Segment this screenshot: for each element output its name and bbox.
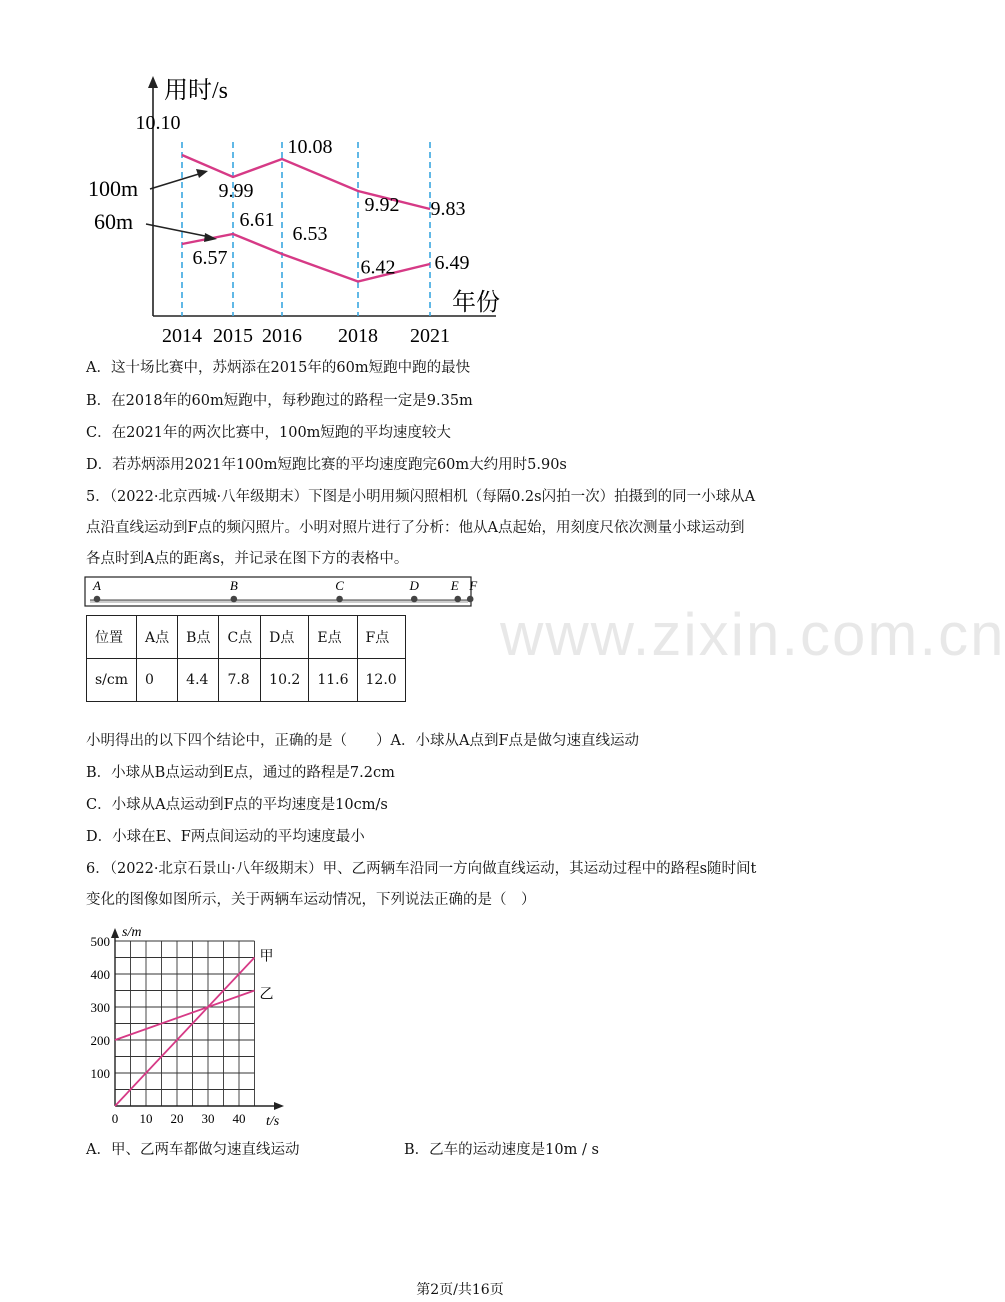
x-tick-label: 20 (170, 1111, 184, 1126)
y-axis-arrow (111, 928, 119, 938)
series-60m-pointer (146, 224, 210, 237)
y-axis-label: s/m (122, 925, 142, 940)
x-tick-label: 0 (111, 1111, 119, 1126)
data-label: 6.42 (360, 256, 396, 279)
q5-stem-line3: 各点时到A点的距离s，并记录在图下方的表格中。 (86, 551, 409, 567)
q5-option-b: B．小球从B点运动到E点，通过的路程是7.2cm (86, 765, 395, 781)
table-cell: 12.0 (357, 659, 405, 702)
data-label: 10.10 (135, 112, 181, 134)
table-cell: 10.2 (261, 659, 309, 702)
distance-time-chart (80, 920, 300, 1132)
ball-D (411, 596, 418, 603)
q4-option-a: A．这十场比赛中，苏炳添在2015年的60m短跑中跑的最快 (86, 360, 471, 376)
table-cell: 11.6 (309, 659, 357, 702)
x-axis-arrow (274, 1102, 284, 1110)
x-tick-label: 40 (232, 1111, 246, 1126)
race-series (136, 112, 470, 282)
ball-F (467, 596, 474, 603)
q5-stem-line2: 点沿直线运动到F点的频闪照片。小明对照片进行了分析：他从A点起始，用刻度尺依次测量小球运动到 (86, 520, 745, 536)
x-axis-label: t/s (266, 1114, 280, 1129)
vehicle-series (115, 949, 274, 1107)
table-cell: 7.8 (219, 659, 261, 702)
series-100m-arrowhead (196, 169, 208, 178)
point-label-D: D (409, 578, 419, 593)
q5-option-c: C．小球从A点运动到F点的平均速度是10cm/s (86, 797, 388, 813)
series-label-60m: 60m (94, 209, 134, 234)
table-cell: s/cm (87, 659, 137, 702)
y-tick-label: 500 (90, 934, 110, 949)
ball-E (454, 596, 461, 603)
table-cell: A点 (137, 616, 178, 659)
data-label: 6.57 (192, 247, 228, 269)
q5-stem-line1: 5．（2022·北京西城·八年级期末）下图是小明用频闪照相机（每隔0.2s闪拍一次）拍摄到的同一小球从A (86, 489, 756, 505)
point-label-F: F (469, 578, 478, 593)
ball-A (94, 596, 101, 603)
q5-option-d: D．小球在E、F两点间运动的平均速度最小 (86, 829, 365, 845)
table-cell: B点 (178, 616, 219, 659)
data-label: 6.49 (434, 252, 470, 274)
y-tick-label: 300 (90, 1000, 110, 1015)
year-tick-label: 2014 (162, 325, 202, 347)
q4-option-c: C．在2021年的两次比赛中，100m短跑的平均速度较大 (86, 425, 451, 441)
table-cell: 0 (137, 659, 178, 702)
page-number: 第2页/共16页 (416, 1282, 504, 1298)
table-header-row (87, 616, 406, 659)
table-cell: C点 (219, 616, 261, 659)
year-tick-label: 2016 (262, 325, 302, 347)
data-label: 9.99 (218, 180, 254, 202)
y-axis-arrow (148, 76, 158, 88)
tick-labels (91, 934, 246, 1126)
position-table (86, 615, 406, 702)
watermark: www.zixin.com.cn (500, 601, 1005, 668)
x-axis-label: 年份 (452, 290, 500, 316)
x-tick-label: 10 (139, 1111, 153, 1126)
q4-option-b: B．在2018年的60m短跑中，每秒跑过的路程一定是9.35m (86, 393, 473, 409)
y-tick-label: 200 (90, 1033, 110, 1048)
series-label-jia: 甲 (259, 949, 274, 965)
table-cell: F点 (357, 616, 405, 659)
race-time-chart (80, 72, 520, 350)
data-label: 10.08 (287, 136, 333, 158)
ball-C (336, 596, 343, 603)
year-tick-label: 2021 (410, 325, 450, 347)
year-tick-label: 2015 (213, 325, 253, 347)
data-label: 6.53 (292, 223, 328, 245)
table-row (87, 659, 406, 702)
q4-option-d: D．若苏炳添用2021年100m短跑比赛的平均速度跑完60m大约用时5.90s (86, 457, 567, 473)
x-tick-label: 30 (201, 1111, 215, 1126)
y-tick-label: 100 (90, 1066, 110, 1081)
point-label-A: A (93, 578, 101, 593)
table-cell: E点 (309, 616, 357, 659)
point-label-C: C (335, 578, 344, 593)
point-label-B: B (229, 578, 238, 593)
strobe-photo (84, 576, 478, 608)
q5-question: 小明得出的以下四个结论中，正确的是（ ）A．小球从A点到F点是做匀速直线运动 (86, 733, 640, 749)
table-cell: 4.4 (178, 659, 219, 702)
q6-option-a: A．甲、乙两车都做匀速直线运动 (86, 1142, 300, 1158)
data-label: 6.61 (239, 209, 275, 231)
data-label: 9.92 (364, 194, 400, 216)
table-cell: 位置 (87, 616, 137, 659)
y-tick-label: 400 (90, 967, 110, 982)
q6-option-b: B．乙车的运动速度是10m / s (404, 1142, 599, 1158)
table-cell: D点 (261, 616, 309, 659)
year-tick-labels (162, 325, 450, 347)
year-tick-label: 2018 (338, 325, 378, 347)
data-label: 9.83 (430, 198, 466, 220)
q6-stem-line2: 变化的图像如图所示，关于两辆车运动情况，下列说法正确的是（ ） (86, 892, 536, 908)
grid (115, 941, 255, 1106)
point-label-E: E (450, 578, 459, 593)
series-100m-pointer (150, 173, 202, 189)
q6-stem-line1: 6．（2022·北京石景山·八年级期末）甲、乙两辆车沿同一方向做直线运动，其运动过程中的路程s随时间t (86, 861, 757, 877)
y-axis-label: 用时/s (164, 78, 229, 104)
series-label-yi: 乙 (259, 987, 274, 1003)
ball-B (231, 596, 238, 603)
series-label-100m: 100m (88, 176, 139, 201)
